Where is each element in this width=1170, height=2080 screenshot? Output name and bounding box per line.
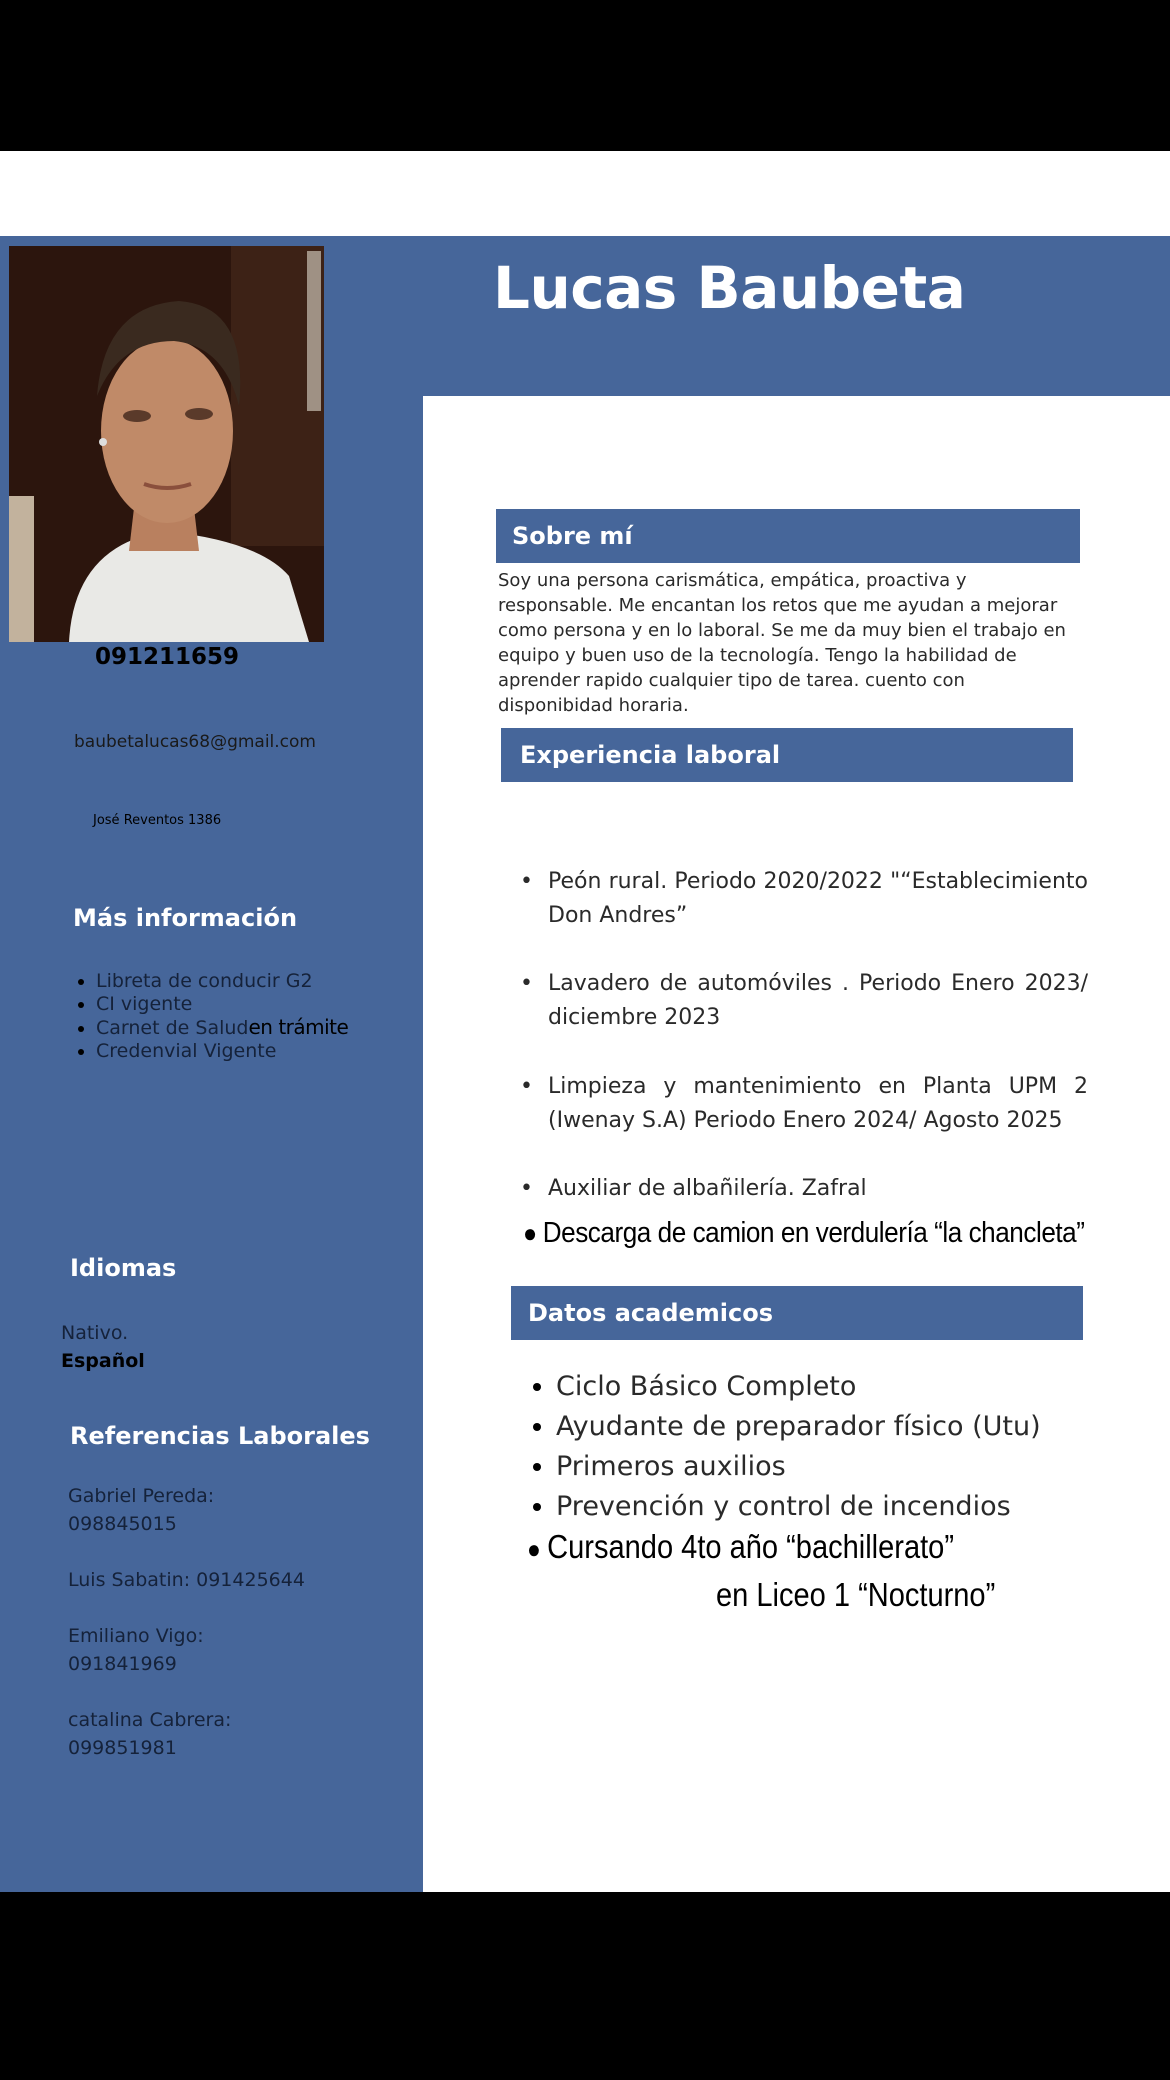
bullet-icon: • xyxy=(520,1074,533,1099)
bullet-icon: • xyxy=(520,869,533,894)
more-info-item: • CI vigente xyxy=(96,993,348,1016)
reference-entry xyxy=(68,1622,204,1678)
reference-name: Gabriel Pereda: xyxy=(68,1485,215,1507)
profile-photo xyxy=(9,246,324,642)
academics-handwritten-line xyxy=(527,1528,954,1566)
bullet-icon: • xyxy=(520,1176,533,1201)
language-level: Nativo. xyxy=(61,1322,129,1344)
experience-item xyxy=(520,865,1088,933)
references-heading: Referencias Laborales xyxy=(70,1422,370,1450)
top-white-band xyxy=(0,151,1170,236)
experience-item xyxy=(520,967,1088,1035)
reference-phone: 098845015 xyxy=(68,1513,177,1535)
profile-photo-illustration xyxy=(9,246,324,642)
academics-handwritten-line: en Liceo 1 “Nocturno” xyxy=(716,1576,996,1613)
experience-item xyxy=(520,1172,1088,1206)
bullet-icon: ● xyxy=(523,1218,543,1248)
academics-item: • Primeros auxilios xyxy=(556,1447,1116,1487)
academics-heading-bar: Datos academicos xyxy=(511,1286,1083,1340)
reference-entry xyxy=(68,1566,305,1594)
academics-item: • Ciclo Básico Completo xyxy=(556,1367,1116,1407)
languages-heading: Idiomas xyxy=(70,1254,177,1282)
reference-phone: 099851981 xyxy=(68,1737,177,1759)
experience-heading-bar: Experiencia laboral xyxy=(501,728,1073,782)
academics-handwritten-text: Cursando 4to año “bachillerato” xyxy=(547,1528,954,1565)
bullet-icon: ● xyxy=(527,1534,548,1564)
academics-list xyxy=(527,1367,1116,1527)
candidate-name: Lucas Baubeta xyxy=(493,254,966,322)
handwritten-note: en trámite xyxy=(248,1015,349,1039)
academics-item: • Ayudante de preparador físico (Utu) xyxy=(556,1407,1116,1447)
reference-name: Emiliano Vigo: xyxy=(68,1625,204,1647)
reference-entry xyxy=(68,1482,214,1538)
experience-text: Peón rural. Periodo 2020/2022 "“Establecimiento Don Andres” xyxy=(548,869,1088,928)
more-info-heading: Más información xyxy=(73,904,298,932)
phone-number: 091211659 xyxy=(95,644,240,670)
more-info-list xyxy=(56,970,348,1063)
experience-text: Limpieza y mantenimiento en Planta UPM 2 (Iwenay S.A) Periodo Enero 2024/ Agosto 2025 xyxy=(548,1074,1088,1133)
more-info-item-text: Carnet de Salud xyxy=(96,1017,249,1039)
reference-phone: 091841969 xyxy=(68,1653,177,1675)
more-info-item: • Libreta de conducir G2 xyxy=(96,970,348,993)
academics-item: • Prevención y control de incendios xyxy=(556,1487,1116,1527)
more-info-item: • Credenvial Vigente xyxy=(96,1040,348,1063)
experience-handwritten-item xyxy=(523,1217,1085,1250)
experience-text: Lavadero de automóviles . Periodo Enero 2023/ diciembre 2023 xyxy=(548,971,1088,1030)
home-address: José Reventos 1386 xyxy=(93,813,222,828)
resume-page xyxy=(0,236,1170,1892)
reference-entry xyxy=(68,1706,231,1762)
about-heading-bar: Sobre mí xyxy=(496,509,1080,563)
experience-handwritten-text: Descarga de camion en verdulería “la chancleta” xyxy=(542,1217,1085,1249)
reference-name: catalina Cabrera: xyxy=(68,1709,232,1731)
experience-item xyxy=(520,1070,1088,1138)
more-info-item xyxy=(96,1016,348,1040)
language-name: Español xyxy=(61,1350,145,1372)
reference-name: Luis Sabatin: 091425644 xyxy=(68,1569,305,1591)
bullet-icon: • xyxy=(520,971,533,996)
experience-text: Auxiliar de albañilería. Zafral xyxy=(548,1176,867,1201)
about-text: Soy una persona carismática, empática, proactiva y responsable. Me encantan los retos que me ayudan a mejorar como persona y en lo laboral. Se me da muy bien el trabajo en equipo y buen uso de la tecnología. Tengo la habilidad de aprender rapido cualquier tipo de tarea. cuento con disponibidad horaria. xyxy=(498,570,1066,716)
email-address: baubetalucas68@gmail.com xyxy=(74,732,316,752)
